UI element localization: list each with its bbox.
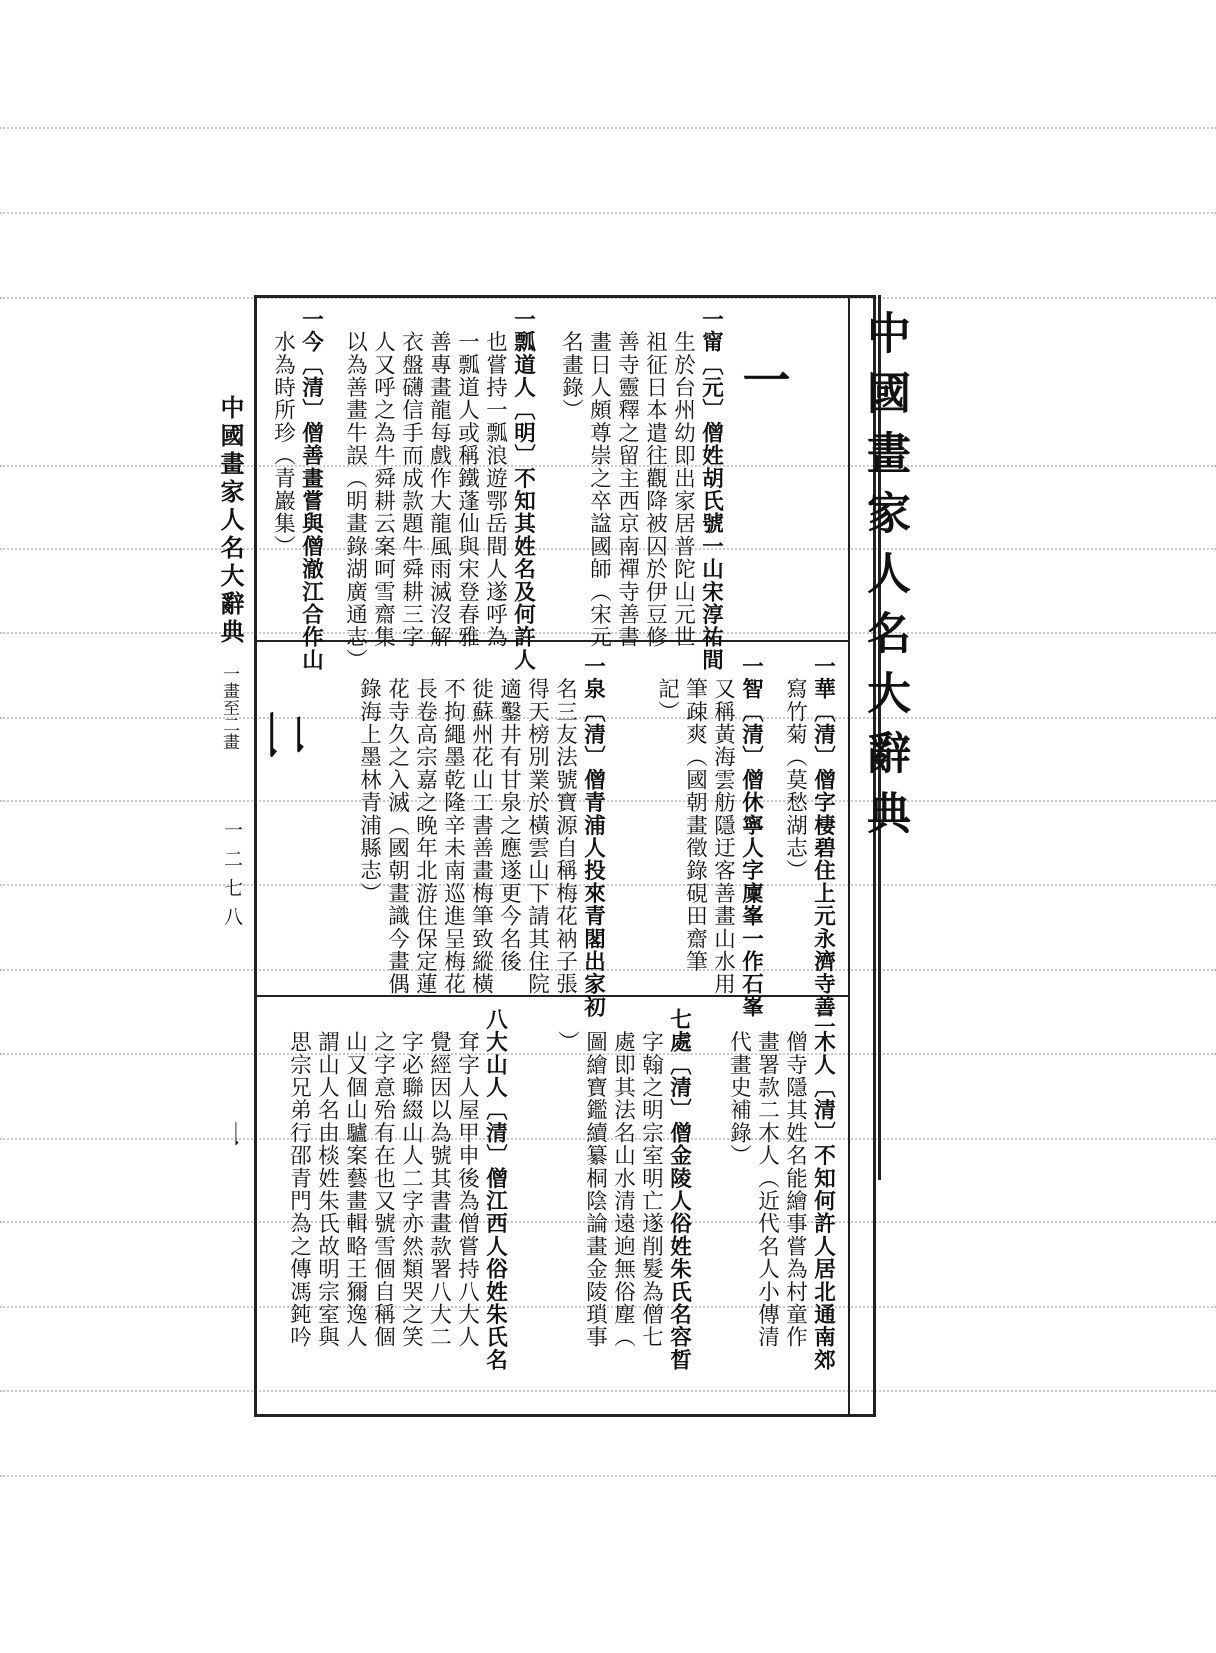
- section-number-one: 一: [734, 355, 790, 403]
- entry-yizhi-line-4: 記）: [654, 655, 680, 724]
- entry-yining-line-6: 名畫錄）: [558, 308, 584, 422]
- entry-yipiao-line-4: 善專畫龍每戲作大龍風雨滅沒解: [426, 308, 452, 649]
- footer-page-number: 一二七八: [221, 820, 243, 936]
- entry-yipiao-line-3: 一瓢道人或稱鐵蓬仙與宋登春雅: [454, 308, 480, 649]
- entry-bada-line-2: 耷字人屋甲申後為僧嘗持八大人: [454, 1008, 480, 1349]
- entry-bada-line-8: 思宗兄弟行邵青門為之傳馮鈍吟: [286, 1008, 312, 1349]
- entry-yijin-line-2: 水為時所珍（青巖集）: [270, 308, 296, 558]
- entry-qichu-line-4: 圖繪寶鑑續纂桐陰論畫金陵瑣事: [582, 1008, 608, 1349]
- entry-yining-line-2: 生於台州幼即出家居普陀山元世: [670, 308, 696, 649]
- entry-bada-line-3: 覺經因以為號其書畫款署八大二: [426, 1008, 452, 1349]
- entry-bada-line-7: 謂山人名由棪姓朱氏故明宗室與: [314, 1008, 340, 1349]
- entry-qichu-line-2: 字翰之明宗室明亡遂削髮為僧七: [638, 1008, 664, 1349]
- entry-yiquan-line-7: 長卷高宗嘉之晚年北游住保定蓮: [412, 655, 438, 996]
- entry-yipiao-line-1: 一瓢道人〔明〕不知其姓名及何許人: [510, 308, 536, 672]
- footer-stroke-range: 一畫至二畫: [219, 665, 239, 750]
- entry-yihua-line-2: 寫竹菊（莫愁湖志）: [782, 655, 808, 882]
- scan-guide-line: [0, 212, 1216, 214]
- entry-yining-line-3: 祖征日本遣往觀降被囚於伊豆修: [642, 308, 668, 649]
- entry-ermu-line-2: 僧寺隱其姓名能繪事嘗為村童作: [782, 1008, 808, 1349]
- entry-yizhi-line-1: 一智〔清〕僧休寧人字廩峯一作石峯: [738, 655, 764, 1019]
- entry-yiquan-line-9: 錄海上墨林青浦縣志）: [356, 655, 382, 905]
- entry-yining-line-1: 一甯〔元〕僧姓胡氏號一山宋淳祐間: [698, 308, 724, 672]
- entry-qichu-line-3: 處即其法名山水清遠逈無俗塵（: [610, 1008, 636, 1349]
- footer-book-title: 中國畫家人名大辭典: [216, 395, 245, 647]
- entry-yining-line-5: 畫日人頗尊崇之卒諡國師（宋元: [586, 308, 612, 649]
- title-separator: [848, 295, 850, 1417]
- entry-bada-line-5: 之字意殆有在也又號雪個自稱個: [370, 1008, 396, 1349]
- entry-yiquan-line-1: 一泉〔清〕僧青浦人投來青閣出家初: [580, 655, 606, 1019]
- entry-yiquan-line-3: 得天榜別業於橫雲山下請其住院: [524, 655, 550, 996]
- entry-yipiao-line-6: 人又呼之為牛舜耕云案呵雪齋集: [370, 308, 396, 649]
- entry-yizhi-line-3: 筆疎爽（國朝畫徵錄硯田齋筆: [682, 655, 708, 973]
- entry-yizhi-line-2: 又稱黃海雲舫隱迂客善畫山水用: [710, 655, 736, 996]
- entry-bada-line-6: 山又個山驢案藝畫輯略王獮逸人: [342, 1008, 368, 1349]
- entry-ermu-line-3: 畫署款二木人（近代名人小傳清: [754, 1008, 780, 1349]
- entry-yipiao-line-7: 以為善畫牛誤（明畫錄湖廣通志）: [342, 308, 368, 672]
- entry-yiquan-line-4: 適鑿井有甘泉之應遂更今名後: [496, 655, 522, 973]
- page-title: 中國畫家人名大辭典: [859, 310, 910, 850]
- entry-qichu-line-1: 七處〔清〕僧金陵人俗姓朱氏名容晳: [666, 1008, 692, 1372]
- entry-qichu-line-5: ）: [554, 1008, 580, 1054]
- entry-yijin-line-1: 一今〔清〕僧善畫嘗與僧澈江合作山: [298, 308, 324, 672]
- entry-yiquan-line-5: 徙蘇州花山工書善畫梅筆致縱橫: [468, 655, 494, 996]
- entry-bada-line-1: 八大山人〔清〕僧江西人俗姓朱氏名: [482, 1008, 508, 1372]
- entry-yiquan-line-6: 不拘繩墨乾隆辛未南巡進呈梅花: [440, 655, 466, 996]
- section-number-two: 二: [262, 702, 310, 758]
- scan-guide-line: [0, 127, 1216, 129]
- entry-yining-line-4: 善寺靈釋之留主西京南禪寺善書: [614, 308, 640, 649]
- entry-yipiao-line-5: 衣盤礴信手而成款題牛舜耕三字: [398, 308, 424, 649]
- entry-yiquan-line-2: 名三友法號寶源自稱梅花衲子張: [552, 655, 578, 996]
- footer-folio: 一: [222, 1116, 248, 1146]
- entry-bada-line-4: 字必聯綴山人二字亦然類哭之笑: [398, 1008, 424, 1349]
- entry-yiquan-line-8: 花寺久之入滅（國朝畫識今畫偶: [384, 655, 410, 996]
- entry-yihua-line-1: 一華〔清〕僧字棲碧住上元永濟寺善: [810, 655, 836, 1019]
- entry-yipiao-line-2: 也嘗持一瓢浪遊鄂岳間人遂呼為: [482, 308, 508, 649]
- entry-ermu-line-1: 二木人〔清〕不知何許人居北通南郊: [810, 1008, 836, 1372]
- scan-guide-line: [0, 1475, 1216, 1477]
- entry-ermu-line-4: 代畫史補錄）: [726, 1008, 752, 1167]
